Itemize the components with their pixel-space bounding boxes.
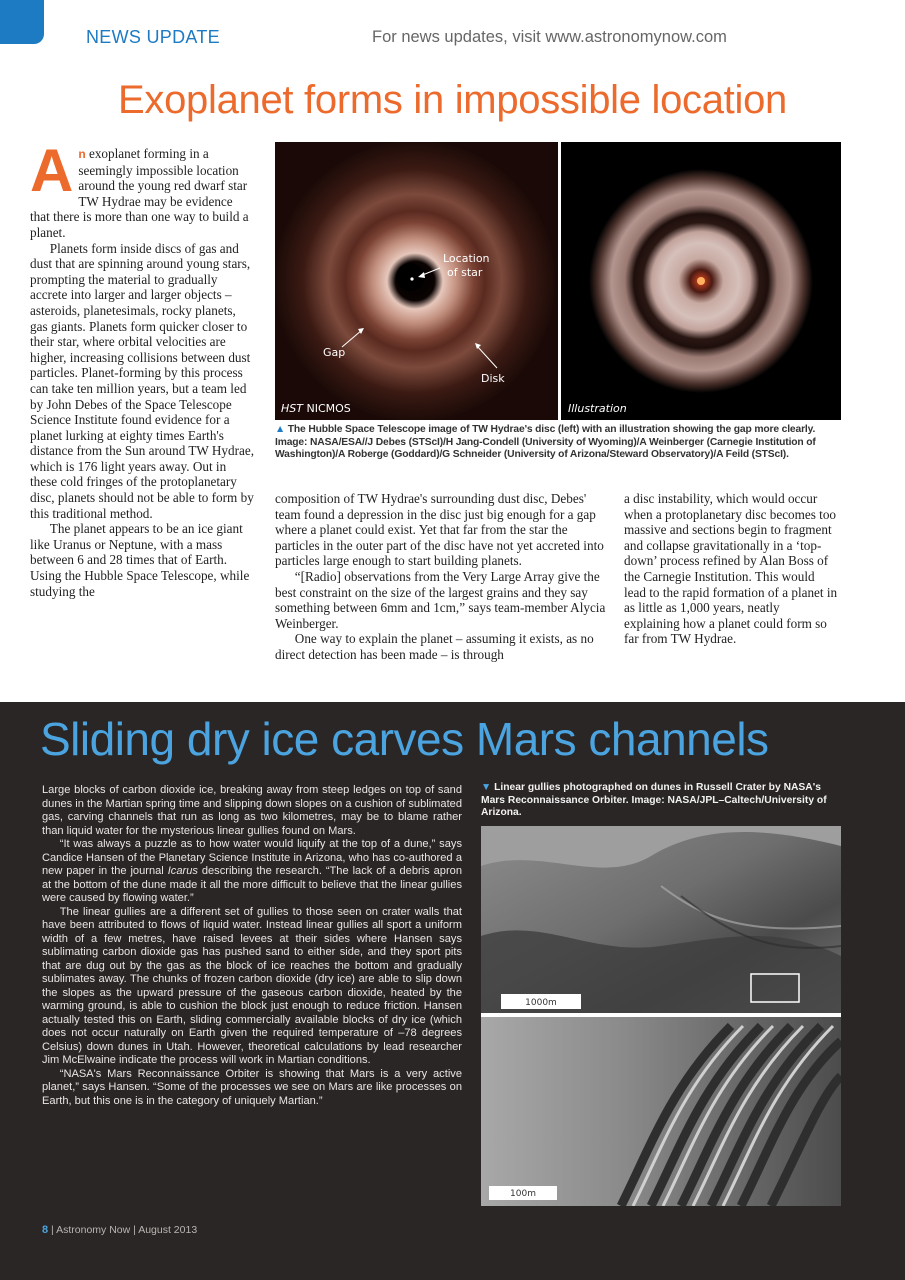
figure1-caption: [275, 424, 841, 462]
article1-paragraph: [30, 137, 255, 241]
mars-gullies-images: [481, 826, 841, 1206]
article1-paragraph: Planets form inside discs of gas and dust that are spinning around young stars, prompting the material to gradually accrete into larger and larger objects – asteroids, planetesimals, rocky planets, gas giants. Planets form quicker closer to their star, where orbital velocities are higher, increasing collisions between dust particles. Planet-forming by this process can take ten million years, but a team led by John Debes of the Space Telescope Science Institute found evidence for a planet lurking at eighty times Earth's distance from the Sun around TW Hydrae, which is 176 light years away. Out in these cold fringes of the protoplanetary disc, planets should not be able to form by this traditional method.: [30, 240, 255, 521]
article2-paragraph: “It was always a puzzle as to how water would liquify at the top of a dune,” says Candice Hansen of the Planetary Science Institute in Arizona, who has co-authored a new paper in the journal Icarus describing the research. “The lack of a debris apron at the bottom of the dune made it all the more difficult to believe that the linear gullies were caused by flowing water.”: [42, 838, 462, 904]
tw-hydrae-images: [275, 142, 841, 420]
website-note: For news updates, visit www.astronomynow.com: [372, 28, 727, 46]
figure2-caption: [481, 782, 841, 820]
article2-body: [42, 784, 462, 1108]
journal-name: Icarus: [167, 865, 198, 877]
section-label: NEWS UPDATE: [86, 27, 220, 47]
paragraph-text: exoplanet forming in a seemingly impossible location around the young red dwarf star TW Hydrae may be evidence that there is more than one way to build a planet.: [30, 146, 249, 240]
label-gap: Gap: [323, 346, 346, 359]
label-location: Location: [443, 252, 490, 265]
mars-gullies-figure: [481, 826, 841, 1206]
label-disk: Disk: [481, 372, 505, 385]
tw-hydrae-figure: [275, 142, 841, 420]
article1-paragraph: a disc instability, which would occur when a protoplanetary disc becomes too massive and sections begin to fragment and collapse gravitationally in a ‘top-down’ process refined by Alan Boss of the Carnegie Institution. This would lead to the rapid formation of a planet in as little as 1,000 years, neatly explaining how a planet could form so far from TW Hydrae.: [624, 491, 838, 647]
article1-column-3: [624, 491, 838, 647]
corner-tab: [0, 0, 44, 44]
article1-column-1: [30, 137, 255, 599]
label-of-star: of star: [447, 266, 483, 279]
article1-column-2: [275, 491, 608, 663]
footer-text: | Astronomy Now | August 2013: [48, 1224, 198, 1236]
article2-paragraph: The linear gullies are a different set of gullies to those seen on crater walls that have been attributed to flows of liquid water. Instead linear gullies all sport a uniform width of a few metres, have raised levees at their sides where Hansen says sublimating carbon dioxide gas has pushed sand to either side, and they sport pits that are dug out by the gas as the block of ice reaches the bottom and gradually sublimates away. The chunks of frozen carbon dioxide (dry ice) are able to slip down the slopes as the upward pressure of the gaseous carbon dioxide, heated by the warming ground, is able to cushion the block just enough to reduce friction. Hansen actually tested this on Earth, sliding commercially available blocks of dry ice (which does not occur naturally on Earth given the required temperature of –78 degrees Celsius) down dunes in Utah. However, theoretical calculations by lead researcher Jim McElwaine indicate the process will work in Martian conditions.: [42, 905, 462, 1066]
scale-100m: 100m: [510, 1189, 536, 1199]
article1-title: Exoplanet forms in impossible location: [118, 78, 787, 122]
label-illustration: Illustration: [568, 402, 627, 415]
article1-paragraph: “[Radio] observations from the Very Large Array give the best constraint on the size of the largest grains and they say something between 6mm and 1cm,” says team-member Alycia Weinberger.: [275, 568, 606, 631]
article1-paragraph: One way to explain the planet – assuming it exists, as no direct detection has been made – is through: [275, 631, 594, 662]
article1-paragraph: The planet appears to be an ice giant like Uranus or Neptune, with a mass between 6 and 28 times that of Earth. Using the Hubble Space Telescope, while studying the: [30, 521, 250, 599]
caption-text: Linear gullies photographed on dunes in Russell Crater by NASA's Mars Reconnaissance Orbiter. Image: NASA/JPL–Caltech/University of Arizona.: [481, 782, 827, 819]
article2-title: Sliding dry ice carves Mars channels: [40, 713, 769, 765]
triangle-down-icon: ▼: [481, 782, 492, 793]
caption-text: The Hubble Space Telescope image of TW Hydrae's disc (left) with an illustration showing the gap more clearly. Image: NASA/ESA//J Debes (STScI)/H Jang-Condell (University of Wyoming)/A Weinberger (Carnegie Institution of Washington)/A Roberge (Goddard)/G Schneider (University of Arizona/Steward Observatory)/A Feild (STScI).: [275, 424, 816, 461]
article2-paragraph: “NASA's Mars Reconnaissance Orbiter is showing that Mars is a very active planet,” says Hansen. “Some of the processes we see on Mars are like processes on Earth, but this one is in the category of uniquely Martian.”: [42, 1067, 462, 1107]
article2-paragraph: Large blocks of carbon dioxide ice, breaking away from steep ledges on top of sand dunes in the Martian spring time and slipping down slopes on a cushion of sublimated gas, carving channels that run as long as two kilometres, may be to blame rather than liquid water for the mysterious linear gullies found on Mars.: [42, 784, 462, 837]
page-number: 8: [42, 1224, 49, 1236]
article1-paragraph: composition of TW Hydrae's surrounding dust disc, Debes' team found a depression in the disc just big enough for a gap where a planet could exist. Yet that far from the star the particles in the outer part of the disc have not yet accreted into particles large enough to start building planets.: [275, 491, 604, 569]
drop-cap: A: [30, 137, 74, 204]
scale-1000m: 1000m: [525, 998, 557, 1008]
mars-section: [0, 702, 905, 1280]
label-hst-nicmos: HST NICMOS: [281, 402, 351, 415]
lead-letter: n: [78, 147, 86, 161]
page-footer: [42, 1224, 197, 1236]
triangle-up-icon: ▲: [275, 424, 286, 435]
